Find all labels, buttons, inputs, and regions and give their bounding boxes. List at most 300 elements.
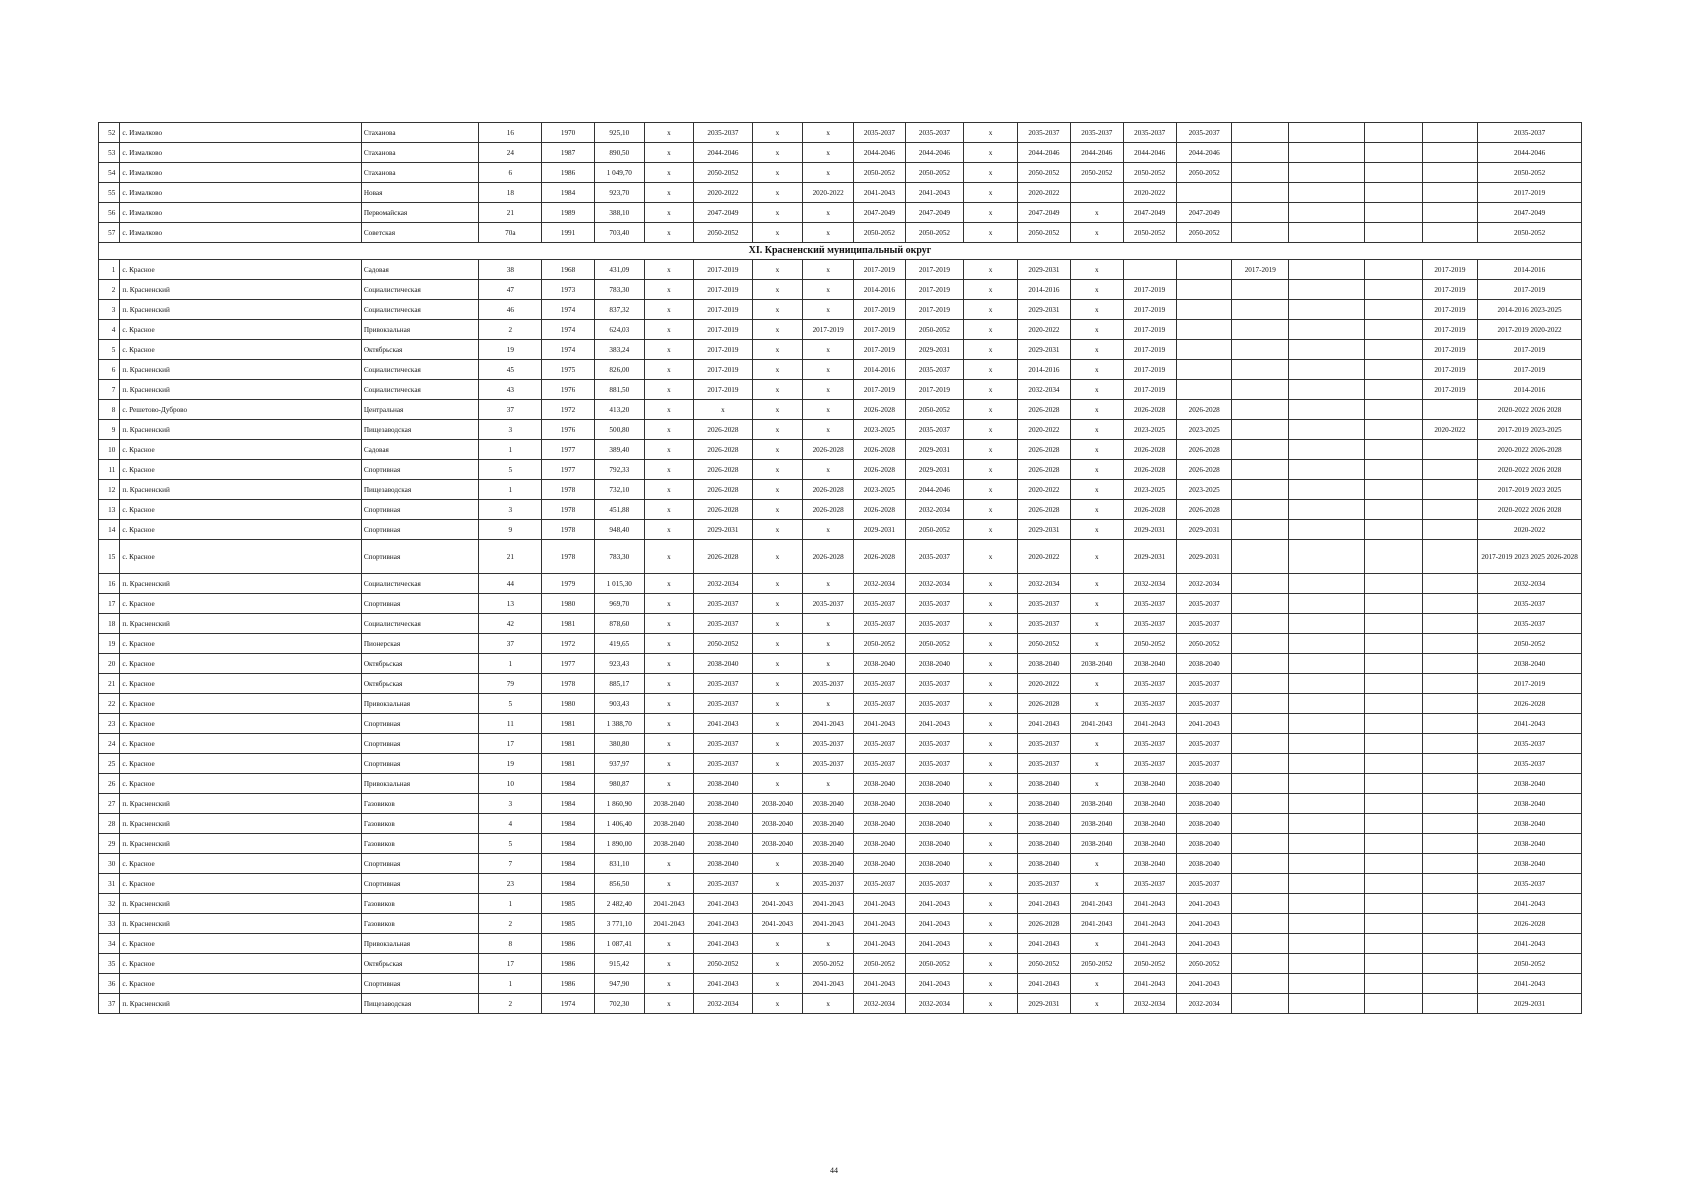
col-basement-cell: 2038-2040: [1017, 794, 1070, 814]
table-row: [99, 123, 1582, 143]
col-electric-cell: x: [644, 123, 693, 143]
col-d-cell: [1422, 540, 1478, 574]
col-water-cell: 2050-2052: [803, 954, 854, 974]
col-elevator-cell: x: [964, 874, 1017, 894]
col-gas-cell: x: [752, 594, 802, 614]
col-facade-cell: 2038-2040: [1071, 834, 1123, 854]
col-foundation-cell: 2026-2028: [1123, 440, 1176, 460]
col-electric-cell: x: [644, 994, 693, 1014]
build-year-cell: 1985: [542, 894, 594, 914]
col-foundation-cell: 2017-2019: [1123, 300, 1176, 320]
locality-cell: с. Измалково: [120, 163, 361, 183]
col-elevator-cell: x: [964, 340, 1017, 360]
col-gas-cell: x: [752, 574, 802, 594]
locality-cell: п. Красненский: [120, 994, 361, 1014]
col-planned-period-cell: 2050-2052: [1478, 223, 1582, 243]
row-number-cell: 27: [99, 794, 120, 814]
area-cell: 948,40: [594, 520, 644, 540]
build-year-cell: 1978: [542, 500, 594, 520]
col-sewer-cell: 2035-2037: [854, 123, 905, 143]
col-heating-cell: 2026-2028: [694, 480, 753, 500]
col-basement-cell: 2035-2037: [1017, 734, 1070, 754]
col-b-cell: [1289, 714, 1365, 734]
table-row: [99, 694, 1582, 714]
build-year-cell: 1987: [542, 143, 594, 163]
table-row: [99, 420, 1582, 440]
col-b-cell: [1289, 674, 1365, 694]
street-cell: Социалистическая: [361, 300, 479, 320]
col-roof-cell: 2050-2052: [905, 400, 964, 420]
col-basement-cell: 2026-2028: [1017, 460, 1070, 480]
build-year-cell: 1981: [542, 754, 594, 774]
col-roof-cell: 2029-2031: [905, 460, 964, 480]
col-insulation-cell: 2041-2043: [1176, 894, 1232, 914]
col-gas-cell: x: [752, 260, 802, 280]
table-row: [99, 300, 1582, 320]
col-b-cell: [1289, 460, 1365, 480]
col-sewer-cell: 2023-2025: [854, 480, 905, 500]
col-c-cell: [1364, 340, 1422, 360]
col-sewer-cell: 2050-2052: [854, 223, 905, 243]
house-number-cell: 9: [479, 520, 542, 540]
col-elevator-cell: x: [964, 540, 1017, 574]
col-sewer-cell: 2041-2043: [854, 974, 905, 994]
row-number-cell: 30: [99, 854, 120, 874]
col-heating-cell: 2041-2043: [694, 914, 753, 934]
table-row: [99, 774, 1582, 794]
col-heating-cell: 2038-2040: [694, 854, 753, 874]
col-water-cell: x: [803, 654, 854, 674]
col-facade-cell: x: [1071, 500, 1123, 520]
area-cell: 3 771,10: [594, 914, 644, 934]
col-sewer-cell: 2041-2043: [854, 894, 905, 914]
col-sewer-cell: 2041-2043: [854, 183, 905, 203]
col-water-cell: 2026-2028: [803, 540, 854, 574]
col-b-cell: [1289, 223, 1365, 243]
col-facade-cell: 2050-2052: [1071, 954, 1123, 974]
col-heating-cell: 2035-2037: [694, 123, 753, 143]
area-cell: 1 049,70: [594, 163, 644, 183]
col-gas-cell: 2038-2040: [752, 834, 802, 854]
col-d-cell: [1422, 203, 1478, 223]
col-sewer-cell: 2014-2016: [854, 360, 905, 380]
house-number-cell: 24: [479, 143, 542, 163]
col-b-cell: [1289, 400, 1365, 420]
col-roof-cell: 2035-2037: [905, 754, 964, 774]
row-number-cell: 20: [99, 654, 120, 674]
row-number-cell: 6: [99, 360, 120, 380]
col-gas-cell: x: [752, 163, 802, 183]
col-planned-period-cell: 2017-2019 2023 2025 2026-2028: [1478, 540, 1582, 574]
col-water-cell: 2041-2043: [803, 894, 854, 914]
col-heating-cell: 2017-2019: [694, 380, 753, 400]
street-cell: Газовиков: [361, 814, 479, 834]
col-foundation-cell: 2035-2037: [1123, 594, 1176, 614]
col-d-cell: [1422, 143, 1478, 163]
col-basement-cell: 2044-2046: [1017, 143, 1070, 163]
col-insulation-cell: 2044-2046: [1176, 143, 1232, 163]
col-elevator-cell: x: [964, 440, 1017, 460]
col-water-cell: 2035-2037: [803, 594, 854, 614]
col-electric-cell: x: [644, 694, 693, 714]
col-heating-cell: 2038-2040: [694, 834, 753, 854]
col-facade-cell: x: [1071, 854, 1123, 874]
col-elevator-cell: x: [964, 260, 1017, 280]
col-basement-cell: 2026-2028: [1017, 440, 1070, 460]
locality-cell: с. Измалково: [120, 143, 361, 163]
col-water-cell: 2020-2022: [803, 183, 854, 203]
col-facade-cell: x: [1071, 634, 1123, 654]
row-number-cell: 34: [99, 934, 120, 954]
col-gas-cell: x: [752, 774, 802, 794]
locality-cell: с. Измалково: [120, 223, 361, 243]
col-water-cell: x: [803, 143, 854, 163]
col-water-cell: x: [803, 380, 854, 400]
col-facade-cell: x: [1071, 400, 1123, 420]
col-roof-cell: 2050-2052: [905, 634, 964, 654]
col-c-cell: [1364, 420, 1422, 440]
col-sewer-cell: 2032-2034: [854, 994, 905, 1014]
build-year-cell: 1986: [542, 934, 594, 954]
street-cell: Социалистическая: [361, 614, 479, 634]
row-number-cell: 32: [99, 894, 120, 914]
col-planned-period-cell: 2038-2040: [1478, 834, 1582, 854]
col-sewer-cell: 2035-2037: [854, 874, 905, 894]
col-insulation-cell: 2038-2040: [1176, 854, 1232, 874]
col-elevator-cell: x: [964, 734, 1017, 754]
col-gas-cell: x: [752, 340, 802, 360]
col-b-cell: [1289, 994, 1365, 1014]
col-sewer-cell: 2038-2040: [854, 654, 905, 674]
street-cell: Газовиков: [361, 834, 479, 854]
table-row: [99, 320, 1582, 340]
build-year-cell: 1972: [542, 634, 594, 654]
col-basement-cell: 2035-2037: [1017, 594, 1070, 614]
col-d-cell: [1422, 614, 1478, 634]
col-electric-cell: x: [644, 520, 693, 540]
col-b-cell: [1289, 954, 1365, 974]
locality-cell: п. Красненский: [120, 834, 361, 854]
col-b-cell: [1289, 143, 1365, 163]
locality-cell: п. Красненский: [120, 300, 361, 320]
col-basement-cell: 2050-2052: [1017, 223, 1070, 243]
col-elevator-cell: x: [964, 574, 1017, 594]
col-electric-cell: x: [644, 480, 693, 500]
street-cell: Газовиков: [361, 914, 479, 934]
table-row: [99, 163, 1582, 183]
col-foundation-cell: 2038-2040: [1123, 834, 1176, 854]
col-planned-period-cell: 2050-2052: [1478, 163, 1582, 183]
col-electric-cell: x: [644, 260, 693, 280]
area-cell: 2 482,40: [594, 894, 644, 914]
col-elevator-cell: x: [964, 360, 1017, 380]
col-facade-cell: 2038-2040: [1071, 794, 1123, 814]
col-c-cell: [1364, 574, 1422, 594]
col-sewer-cell: 2026-2028: [854, 500, 905, 520]
col-basement-cell: 2032-2034: [1017, 574, 1070, 594]
col-roof-cell: 2044-2046: [905, 143, 964, 163]
locality-cell: п. Красненский: [120, 794, 361, 814]
locality-cell: п. Красненский: [120, 814, 361, 834]
row-number-cell: 36: [99, 974, 120, 994]
col-facade-cell: x: [1071, 280, 1123, 300]
build-year-cell: 1984: [542, 774, 594, 794]
col-electric-cell: x: [644, 874, 693, 894]
col-insulation-cell: 2035-2037: [1176, 754, 1232, 774]
col-d-cell: [1422, 994, 1478, 1014]
col-sewer-cell: 2035-2037: [854, 674, 905, 694]
col-insulation-cell: 2032-2034: [1176, 994, 1232, 1014]
col-sewer-cell: 2035-2037: [854, 734, 905, 754]
area-cell: 923,43: [594, 654, 644, 674]
locality-cell: с. Красное: [120, 694, 361, 714]
col-facade-cell: x: [1071, 480, 1123, 500]
col-planned-period-cell: 2041-2043: [1478, 934, 1582, 954]
col-electric-cell: x: [644, 380, 693, 400]
col-elevator-cell: x: [964, 834, 1017, 854]
col-planned-period-cell: 2026-2028: [1478, 914, 1582, 934]
col-gas-cell: x: [752, 440, 802, 460]
house-number-cell: 44: [479, 574, 542, 594]
col-water-cell: x: [803, 694, 854, 714]
street-cell: Первомайская: [361, 203, 479, 223]
col-electric-cell: x: [644, 183, 693, 203]
col-planned-period-cell: 2020-2022: [1478, 520, 1582, 540]
locality-cell: с. Красное: [120, 774, 361, 794]
col-facade-cell: 2041-2043: [1071, 894, 1123, 914]
col-a-cell: [1232, 574, 1289, 594]
col-roof-cell: 2041-2043: [905, 894, 964, 914]
col-planned-period-cell: 2017-2019: [1478, 183, 1582, 203]
col-c-cell: [1364, 954, 1422, 974]
col-insulation-cell: 2050-2052: [1176, 634, 1232, 654]
table-row: [99, 223, 1582, 243]
table-row: [99, 574, 1582, 594]
col-planned-period-cell: 2035-2037: [1478, 734, 1582, 754]
col-planned-period-cell: 2047-2049: [1478, 203, 1582, 223]
col-roof-cell: 2035-2037: [905, 420, 964, 440]
col-heating-cell: 2038-2040: [694, 794, 753, 814]
row-number-cell: 5: [99, 340, 120, 360]
col-planned-period-cell: 2029-2031: [1478, 994, 1582, 1014]
col-electric-cell: x: [644, 594, 693, 614]
table-row: [99, 520, 1582, 540]
col-insulation-cell: 2026-2028: [1176, 440, 1232, 460]
col-sewer-cell: 2047-2049: [854, 203, 905, 223]
col-electric-cell: x: [644, 674, 693, 694]
row-number-cell: 22: [99, 694, 120, 714]
build-year-cell: 1976: [542, 380, 594, 400]
locality-cell: с. Красное: [120, 260, 361, 280]
col-heating-cell: 2017-2019: [694, 280, 753, 300]
locality-cell: с. Красное: [120, 440, 361, 460]
col-b-cell: [1289, 163, 1365, 183]
col-c-cell: [1364, 914, 1422, 934]
col-b-cell: [1289, 380, 1365, 400]
col-elevator-cell: x: [964, 754, 1017, 774]
col-water-cell: x: [803, 774, 854, 794]
col-c-cell: [1364, 894, 1422, 914]
col-roof-cell: 2038-2040: [905, 774, 964, 794]
col-roof-cell: 2035-2037: [905, 694, 964, 714]
col-a-cell: [1232, 500, 1289, 520]
area-cell: 451,88: [594, 500, 644, 520]
col-facade-cell: x: [1071, 774, 1123, 794]
locality-cell: с. Красное: [120, 874, 361, 894]
row-number-cell: 18: [99, 614, 120, 634]
col-heating-cell: 2041-2043: [694, 934, 753, 954]
col-b-cell: [1289, 300, 1365, 320]
col-facade-cell: x: [1071, 420, 1123, 440]
col-basement-cell: 2014-2016: [1017, 280, 1070, 300]
col-gas-cell: x: [752, 520, 802, 540]
col-d-cell: [1422, 954, 1478, 974]
col-heating-cell: 2017-2019: [694, 260, 753, 280]
col-electric-cell: 2038-2040: [644, 814, 693, 834]
section-title: XI. Красненский муниципальный округ: [99, 243, 1582, 260]
col-d-cell: 2017-2019: [1422, 260, 1478, 280]
col-heating-cell: 2026-2028: [694, 460, 753, 480]
build-year-cell: 1978: [542, 480, 594, 500]
col-foundation-cell: 2023-2025: [1123, 420, 1176, 440]
col-water-cell: 2035-2037: [803, 874, 854, 894]
house-number-cell: 8: [479, 934, 542, 954]
col-facade-cell: x: [1071, 460, 1123, 480]
col-facade-cell: x: [1071, 360, 1123, 380]
col-a-cell: [1232, 814, 1289, 834]
col-facade-cell: x: [1071, 260, 1123, 280]
col-d-cell: [1422, 734, 1478, 754]
street-cell: Пищезаводская: [361, 480, 479, 500]
col-heating-cell: x: [694, 400, 753, 420]
house-number-cell: 21: [479, 203, 542, 223]
col-facade-cell: 2041-2043: [1071, 914, 1123, 934]
col-foundation-cell: 2017-2019: [1123, 320, 1176, 340]
locality-cell: с. Красное: [120, 500, 361, 520]
table-row: [99, 894, 1582, 914]
house-number-cell: 23: [479, 874, 542, 894]
col-d-cell: [1422, 934, 1478, 954]
locality-cell: с. Красное: [120, 954, 361, 974]
street-cell: Стаханова: [361, 123, 479, 143]
house-number-cell: 2: [479, 320, 542, 340]
col-water-cell: 2041-2043: [803, 914, 854, 934]
col-gas-cell: x: [752, 934, 802, 954]
col-elevator-cell: x: [964, 934, 1017, 954]
col-elevator-cell: x: [964, 714, 1017, 734]
table-row: [99, 754, 1582, 774]
col-facade-cell: 2041-2043: [1071, 714, 1123, 734]
col-heating-cell: 2035-2037: [694, 614, 753, 634]
col-water-cell: x: [803, 420, 854, 440]
col-gas-cell: x: [752, 280, 802, 300]
house-number-cell: 2: [479, 914, 542, 934]
col-electric-cell: 2038-2040: [644, 834, 693, 854]
area-cell: 826,00: [594, 360, 644, 380]
col-foundation-cell: 2035-2037: [1123, 874, 1176, 894]
col-roof-cell: 2035-2037: [905, 674, 964, 694]
col-c-cell: [1364, 614, 1422, 634]
col-sewer-cell: 2038-2040: [854, 834, 905, 854]
col-insulation-cell: 2035-2037: [1176, 614, 1232, 634]
col-sewer-cell: 2050-2052: [854, 163, 905, 183]
col-c-cell: [1364, 854, 1422, 874]
area-cell: 792,33: [594, 460, 644, 480]
col-d-cell: [1422, 440, 1478, 460]
col-electric-cell: x: [644, 340, 693, 360]
col-a-cell: [1232, 300, 1289, 320]
area-cell: 389,40: [594, 440, 644, 460]
col-gas-cell: 2038-2040: [752, 794, 802, 814]
col-d-cell: [1422, 774, 1478, 794]
col-planned-period-cell: 2035-2037: [1478, 874, 1582, 894]
col-b-cell: [1289, 914, 1365, 934]
row-number-cell: 54: [99, 163, 120, 183]
col-foundation-cell: 2041-2043: [1123, 714, 1176, 734]
row-number-cell: 57: [99, 223, 120, 243]
row-number-cell: 26: [99, 774, 120, 794]
col-d-cell: [1422, 594, 1478, 614]
col-c-cell: [1364, 694, 1422, 714]
col-gas-cell: x: [752, 183, 802, 203]
col-c-cell: [1364, 440, 1422, 460]
col-a-cell: 2017-2019: [1232, 260, 1289, 280]
col-water-cell: 2026-2028: [803, 500, 854, 520]
col-a-cell: [1232, 994, 1289, 1014]
area-cell: 1 388,70: [594, 714, 644, 734]
col-water-cell: 2038-2040: [803, 814, 854, 834]
col-basement-cell: 2020-2022: [1017, 183, 1070, 203]
street-cell: Спортивная: [361, 540, 479, 574]
area-cell: 431,09: [594, 260, 644, 280]
row-number-cell: 15: [99, 540, 120, 574]
table-row: [99, 854, 1582, 874]
house-number-cell: 1: [479, 974, 542, 994]
col-foundation-cell: 2041-2043: [1123, 914, 1176, 934]
col-heating-cell: 2038-2040: [694, 774, 753, 794]
street-cell: Привокзальная: [361, 774, 479, 794]
locality-cell: с. Красное: [120, 974, 361, 994]
build-year-cell: 1985: [542, 914, 594, 934]
col-foundation-cell: 2041-2043: [1123, 934, 1176, 954]
build-year-cell: 1974: [542, 340, 594, 360]
col-c-cell: [1364, 674, 1422, 694]
col-c-cell: [1364, 163, 1422, 183]
area-cell: 885,17: [594, 674, 644, 694]
col-d-cell: 2020-2022: [1422, 420, 1478, 440]
locality-cell: с. Измалково: [120, 203, 361, 223]
col-basement-cell: 2035-2037: [1017, 123, 1070, 143]
col-c-cell: [1364, 300, 1422, 320]
area-cell: 500,80: [594, 420, 644, 440]
col-planned-period-cell: 2026-2028: [1478, 694, 1582, 714]
area-cell: 388,10: [594, 203, 644, 223]
col-sewer-cell: 2035-2037: [854, 614, 905, 634]
col-gas-cell: x: [752, 320, 802, 340]
col-heating-cell: 2026-2028: [694, 540, 753, 574]
col-water-cell: x: [803, 123, 854, 143]
build-year-cell: 1984: [542, 794, 594, 814]
col-gas-cell: x: [752, 734, 802, 754]
col-a-cell: [1232, 460, 1289, 480]
col-heating-cell: 2050-2052: [694, 163, 753, 183]
row-number-cell: 1: [99, 260, 120, 280]
col-insulation-cell: 2029-2031: [1176, 520, 1232, 540]
house-number-cell: 70а: [479, 223, 542, 243]
house-number-cell: 18: [479, 183, 542, 203]
col-facade-cell: 2038-2040: [1071, 654, 1123, 674]
col-facade-cell: x: [1071, 300, 1123, 320]
